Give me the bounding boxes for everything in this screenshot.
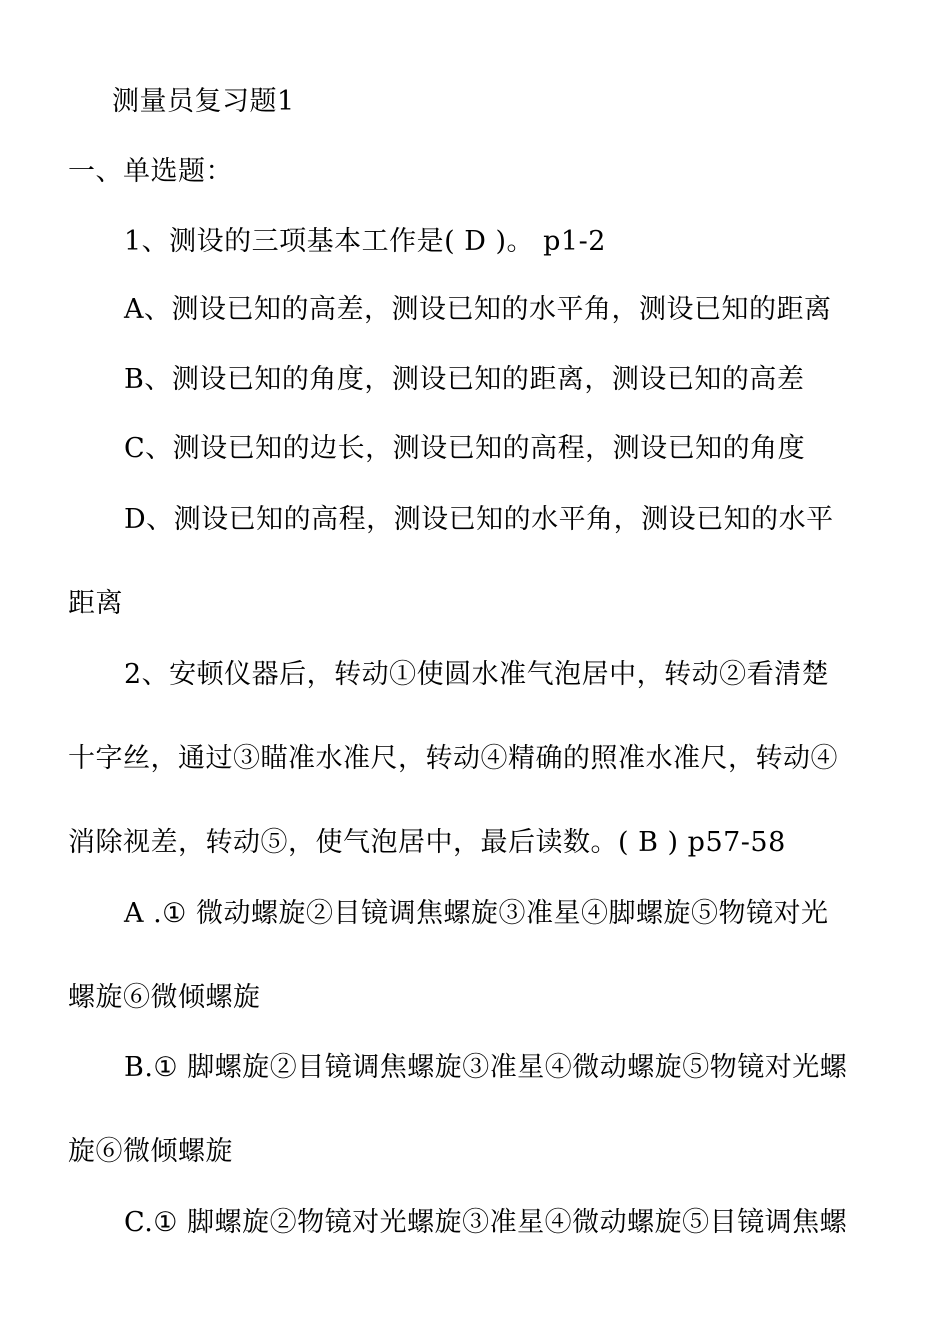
question-1-option-c: C、测设已知的边长，测设已知的高程，测设已知的角度 bbox=[124, 433, 806, 464]
question-2-option-c: C.① 脚螺旋②物镜对光螺旋③准星④微动螺旋⑤目镜调焦螺 bbox=[124, 1207, 848, 1238]
question-1-option-b: B、测设已知的角度，测设已知的距离，测设已知的高差 bbox=[124, 364, 805, 395]
question-1-stem: 1、测设的三项基本工作是( D )。 p1-2 bbox=[124, 226, 606, 257]
question-2-stem-line-2: 十字丝，通过③瞄准水准尺，转动④精确的照准水准尺，转动④ bbox=[68, 743, 838, 774]
question-2-stem-line-1: 2、安顿仪器后，转动①使圆水准气泡居中，转动②看清楚 bbox=[124, 659, 830, 690]
section-heading: 一、单选题： bbox=[68, 156, 233, 187]
question-2-option-b: B.① 脚螺旋②目镜调焦螺旋③准星④微动螺旋⑤物镜对光螺 bbox=[124, 1052, 848, 1083]
question-2-stem-line-3: 消除视差，转动⑤，使气泡居中，最后读数。( B ) p57-58 bbox=[68, 827, 786, 858]
question-1-option-d: D、测设已知的高程，测设已知的水平角，测设已知的水平 bbox=[124, 504, 834, 535]
question-1-option-d-continued: 距离 bbox=[68, 588, 123, 619]
question-2-option-a: A .① 微动螺旋②目镜调焦螺旋③准星④脚螺旋⑤物镜对光 bbox=[124, 898, 829, 929]
question-1-option-a: A、测设已知的高差，测设已知的水平角，测设已知的距离 bbox=[124, 294, 832, 325]
question-2-option-a-continued: 螺旋⑥微倾螺旋 bbox=[68, 982, 261, 1013]
question-2-option-b-continued: 旋⑥微倾螺旋 bbox=[68, 1136, 233, 1167]
document-title: 测量员复习题1 bbox=[112, 86, 295, 117]
